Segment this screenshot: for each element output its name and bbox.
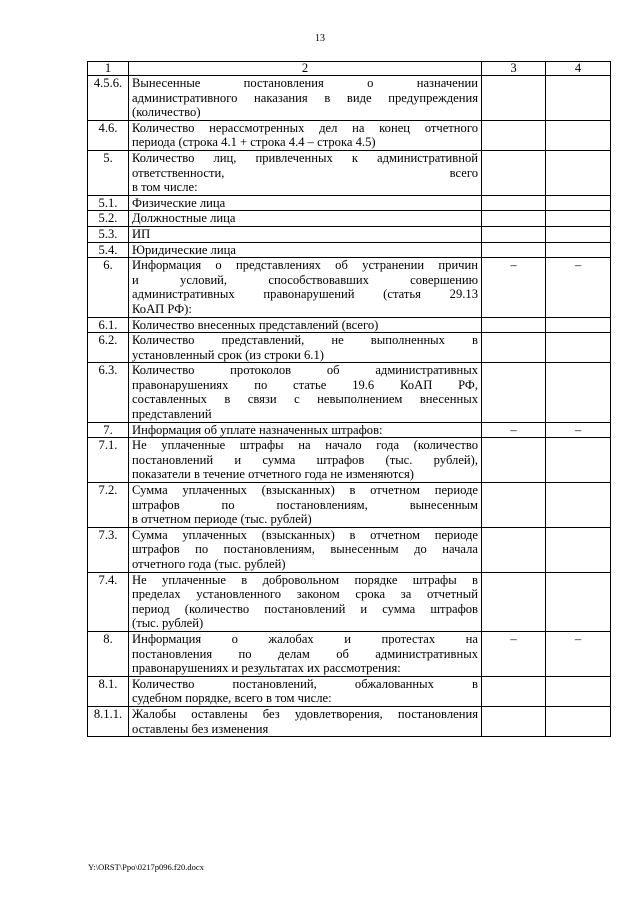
description-line: в отчетном периоде (тыс. рублей)	[132, 512, 312, 527]
cell-col-3	[482, 483, 546, 528]
row-number: 6.	[88, 258, 129, 317]
row-description	[129, 363, 482, 422]
cell-col-4	[546, 527, 611, 572]
description-line: постановления по делам об административных	[132, 646, 478, 661]
description-line: Сумма уплаченных (взысканных) в отчетном периоде	[132, 527, 478, 542]
description-line: (тыс. рублей)	[132, 616, 204, 631]
table-row	[88, 195, 611, 211]
cell-col-3	[482, 706, 546, 736]
description-line: (количество)	[132, 105, 201, 120]
cell-col-3	[482, 211, 546, 227]
description-line: Количество постановлений, обжалованных в	[132, 676, 478, 691]
row-number: 7.3.	[88, 527, 129, 572]
row-description	[129, 422, 482, 438]
row-number: 6.2.	[88, 333, 129, 363]
cell-col-4	[546, 242, 611, 258]
description-line: КоАП РФ):	[132, 301, 192, 316]
row-description	[129, 676, 482, 706]
row-description	[129, 333, 482, 363]
description-line: Должностные лица	[132, 211, 236, 226]
cell-col-4: –	[546, 422, 611, 438]
row-number: 4.5.6.	[88, 76, 129, 121]
description-line: составленных в связи с невыполнением внесенных	[132, 392, 478, 407]
cell-col-4	[546, 676, 611, 706]
header-col-3: 3	[482, 62, 546, 76]
row-description	[129, 527, 482, 572]
cell-col-4	[546, 150, 611, 195]
description-line: Сумма уплаченных (взысканных) в отчетном периоде	[132, 483, 478, 498]
table-row	[88, 483, 611, 528]
description-line: Информация о жалобах и протестах на	[132, 631, 478, 646]
description-line: ИП	[132, 226, 151, 241]
description-line: Количество представлений, не выполненных в	[132, 333, 478, 348]
description-line: представлений	[132, 407, 212, 422]
description-line: постановлений и сумма штрафов (тыс. рублей),	[132, 452, 478, 467]
description-line: административных правонарушений (статья 29.13	[132, 287, 478, 302]
row-description	[129, 242, 482, 258]
row-description	[129, 211, 482, 227]
row-description	[129, 150, 482, 195]
cell-col-3: –	[482, 258, 546, 317]
table-row	[88, 676, 611, 706]
description-line: ответственности, всего	[132, 165, 478, 180]
description-line: периода (строка 4.1 + строка 4.4 – строка 4.5)	[132, 135, 376, 150]
row-number: 5.4.	[88, 242, 129, 258]
description-line: Физические лица	[132, 195, 226, 210]
row-description	[129, 483, 482, 528]
cell-col-3	[482, 527, 546, 572]
row-description	[129, 631, 482, 676]
description-line: штрафов по постановлениям, вынесенным	[132, 497, 478, 512]
report-table-body	[88, 76, 611, 737]
table-row	[88, 438, 611, 483]
cell-col-4	[546, 572, 611, 631]
table-row	[88, 150, 611, 195]
cell-col-3: –	[482, 631, 546, 676]
cell-col-3	[482, 572, 546, 631]
row-description	[129, 317, 482, 333]
description-line: Количество лиц, привлеченных к административной	[132, 150, 478, 165]
row-number: 4.6.	[88, 120, 129, 150]
page-number: 13	[315, 33, 325, 44]
description-line: штрафов по постановлениям, вынесенным до начала	[132, 542, 478, 557]
description-line: отчетного года (тыс. рублей)	[132, 557, 286, 571]
row-number: 5.	[88, 150, 129, 195]
description-line: в том числе:	[132, 180, 198, 195]
row-description	[129, 438, 482, 483]
table-row	[88, 317, 611, 333]
table-row	[88, 527, 611, 572]
row-number: 8.1.	[88, 676, 129, 706]
table-row	[88, 631, 611, 676]
cell-col-4	[546, 211, 611, 227]
description-line: и условий, способствовавших совершению	[132, 272, 478, 287]
cell-col-3	[482, 333, 546, 363]
description-line: Не уплаченные штрафы на начало года (количество	[132, 438, 478, 453]
cell-col-4	[546, 226, 611, 242]
description-line: Не уплаченные в добровольном порядке штрафы в	[132, 572, 478, 587]
cell-col-3	[482, 76, 546, 121]
cell-col-3	[482, 120, 546, 150]
description-line: Вынесенные постановления о назначении	[132, 76, 478, 90]
row-number: 5.2.	[88, 211, 129, 227]
cell-col-4	[546, 76, 611, 121]
description-line: правонарушениях и результатах их рассмотрения:	[132, 661, 401, 676]
footer-file-path: Y:\ORST\Ppo\0217p096.f20.docx	[88, 862, 204, 872]
cell-col-4	[546, 195, 611, 211]
table-row	[88, 120, 611, 150]
header-col-4: 4	[546, 62, 611, 76]
row-description	[129, 76, 482, 121]
table-row	[88, 211, 611, 227]
cell-col-3	[482, 438, 546, 483]
cell-col-3	[482, 676, 546, 706]
table-row	[88, 572, 611, 631]
header-col-2: 2	[129, 62, 482, 76]
cell-col-4	[546, 483, 611, 528]
row-description	[129, 120, 482, 150]
table-header-row	[88, 62, 611, 76]
description-line: административного наказания в виде предупреждения	[132, 90, 478, 105]
row-number: 5.3.	[88, 226, 129, 242]
cell-col-3	[482, 317, 546, 333]
table-row	[88, 226, 611, 242]
cell-col-4: –	[546, 631, 611, 676]
table-row	[88, 242, 611, 258]
description-line: Юридические лица	[132, 242, 236, 257]
row-number: 5.1.	[88, 195, 129, 211]
row-number: 8.	[88, 631, 129, 676]
description-line: Информация о представлениях об устранении причин	[132, 258, 478, 273]
row-description	[129, 226, 482, 242]
cell-col-4	[546, 120, 611, 150]
row-number: 6.1.	[88, 317, 129, 333]
row-description	[129, 195, 482, 211]
description-line: Количество внесенных представлений (всего)	[132, 317, 379, 332]
cell-col-4	[546, 438, 611, 483]
row-description	[129, 706, 482, 736]
cell-col-3: –	[482, 422, 546, 438]
table-row	[88, 333, 611, 363]
description-line: показатели в течение отчетного года не изменяются)	[132, 467, 414, 482]
row-number: 8.1.1.	[88, 706, 129, 736]
table-row	[88, 422, 611, 438]
cell-col-4: –	[546, 258, 611, 317]
description-line: период (количество постановлений и сумма штрафов	[132, 601, 478, 616]
row-number: 7.1.	[88, 438, 129, 483]
cell-col-3	[482, 363, 546, 422]
cell-col-4	[546, 333, 611, 363]
description-line: оставлены без изменения	[132, 721, 269, 736]
description-line: Информация об уплате назначенных штрафов:	[132, 422, 383, 437]
row-number: 7.4.	[88, 572, 129, 631]
row-number: 7.	[88, 422, 129, 438]
cell-col-4	[546, 363, 611, 422]
row-description	[129, 572, 482, 631]
header-col-1: 1	[88, 62, 129, 76]
table-row	[88, 706, 611, 736]
description-line: установленный срок (из строки 6.1)	[132, 347, 324, 362]
description-line: Жалобы оставлены без удовлетворения, постановления	[132, 706, 478, 721]
cell-col-4	[546, 706, 611, 736]
description-line: судебном порядке, всего в том числе:	[132, 691, 332, 706]
cell-col-3	[482, 226, 546, 242]
table-row	[88, 76, 611, 121]
cell-col-4	[546, 317, 611, 333]
table-row	[88, 363, 611, 422]
description-line: Количество протоколов об административных	[132, 363, 478, 378]
row-description	[129, 258, 482, 317]
row-number: 6.3.	[88, 363, 129, 422]
description-line: правонарушениях по статье 19.6 КоАП РФ,	[132, 377, 478, 392]
table-row	[88, 258, 611, 317]
description-line: Количество нерассмотренных дел на конец отчетного	[132, 120, 478, 135]
cell-col-3	[482, 195, 546, 211]
report-table	[87, 61, 611, 737]
cell-col-3	[482, 150, 546, 195]
row-number: 7.2.	[88, 483, 129, 528]
cell-col-3	[482, 242, 546, 258]
description-line: пределах установленного законом срока за отчетный	[132, 587, 478, 602]
